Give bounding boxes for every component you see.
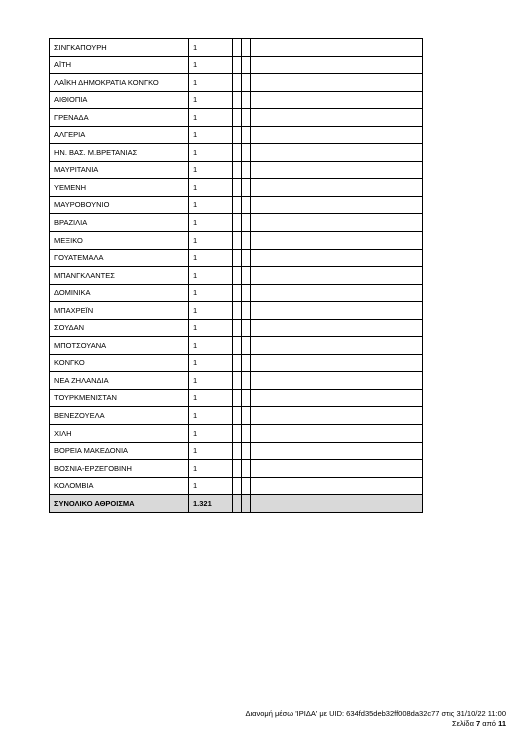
empty-cell	[242, 144, 251, 162]
country-cell: ΝΕΑ ΖΗΛΑΝΔΙΑ	[50, 372, 189, 390]
country-cell: ΛΑΪΚΗ ΔΗΜΟΚΡΑΤΙΑ ΚΟΝΓΚΟ	[50, 74, 189, 92]
empty-cell	[251, 337, 423, 355]
countries-table	[49, 38, 423, 513]
count-cell: 1	[189, 126, 233, 144]
empty-cell	[242, 337, 251, 355]
table-row	[50, 372, 423, 390]
table-row	[50, 389, 423, 407]
table-row	[50, 425, 423, 443]
empty-cell	[251, 232, 423, 250]
empty-cell	[233, 196, 242, 214]
empty-cell	[233, 389, 242, 407]
table-row	[50, 354, 423, 372]
count-cell: 1	[189, 249, 233, 267]
empty-cell	[242, 179, 251, 197]
table-row	[50, 56, 423, 74]
count-cell: 1	[189, 319, 233, 337]
empty-cell	[251, 91, 423, 109]
empty-cell	[251, 495, 423, 513]
table-row	[50, 91, 423, 109]
table-row	[50, 109, 423, 127]
country-cell: ΑΙΘΙΟΠΙΑ	[50, 91, 189, 109]
count-cell: 1	[189, 477, 233, 495]
empty-cell	[233, 372, 242, 390]
table-row	[50, 196, 423, 214]
empty-cell	[251, 74, 423, 92]
empty-cell	[242, 477, 251, 495]
empty-cell	[251, 442, 423, 460]
table-row	[50, 267, 423, 285]
empty-cell	[251, 267, 423, 285]
country-cell: ΔΟΜΙΝΙΚΑ	[50, 284, 189, 302]
empty-cell	[233, 425, 242, 443]
count-cell: 1	[189, 91, 233, 109]
count-cell: 1	[189, 337, 233, 355]
page-footer	[245, 709, 506, 729]
empty-cell	[251, 109, 423, 127]
empty-cell	[242, 196, 251, 214]
empty-cell	[242, 284, 251, 302]
empty-cell	[233, 495, 242, 513]
empty-cell	[242, 232, 251, 250]
table-row	[50, 460, 423, 478]
total-count-cell: 1.321	[189, 495, 233, 513]
empty-cell	[233, 284, 242, 302]
empty-cell	[233, 74, 242, 92]
empty-cell	[242, 354, 251, 372]
empty-cell	[251, 39, 423, 57]
table-row	[50, 249, 423, 267]
table-row	[50, 319, 423, 337]
count-cell: 1	[189, 407, 233, 425]
country-cell: ΧΙΛΗ	[50, 425, 189, 443]
country-cell: ΓΟΥΑΤΕΜΑΛΑ	[50, 249, 189, 267]
current-page: 7	[476, 719, 481, 728]
empty-cell	[233, 232, 242, 250]
country-cell: ΑΪΤΗ	[50, 56, 189, 74]
count-cell: 1	[189, 354, 233, 372]
empty-cell	[242, 372, 251, 390]
empty-cell	[242, 267, 251, 285]
empty-cell	[233, 407, 242, 425]
empty-cell	[233, 109, 242, 127]
count-cell: 1	[189, 39, 233, 57]
empty-cell	[242, 319, 251, 337]
empty-cell	[242, 302, 251, 320]
country-cell: ΒΡΑΖΙΛΙΑ	[50, 214, 189, 232]
empty-cell	[251, 56, 423, 74]
count-cell: 1	[189, 109, 233, 127]
empty-cell	[251, 460, 423, 478]
empty-cell	[233, 179, 242, 197]
table-row	[50, 232, 423, 250]
empty-cell	[251, 179, 423, 197]
empty-cell	[242, 442, 251, 460]
table-row	[50, 179, 423, 197]
page-number: Σελίδα 7 από 11	[452, 719, 506, 728]
empty-cell	[251, 319, 423, 337]
country-cell: ΜΕΞΙΚΟ	[50, 232, 189, 250]
country-cell: ΓΡΕΝΑΔΑ	[50, 109, 189, 127]
count-cell: 1	[189, 196, 233, 214]
country-cell: ΚΟΛΟΜΒΙΑ	[50, 477, 189, 495]
count-cell: 1	[189, 442, 233, 460]
empty-cell	[233, 442, 242, 460]
count-cell: 1	[189, 161, 233, 179]
empty-cell	[242, 161, 251, 179]
empty-cell	[251, 372, 423, 390]
empty-cell	[242, 249, 251, 267]
empty-cell	[242, 56, 251, 74]
empty-cell	[233, 460, 242, 478]
empty-cell	[233, 39, 242, 57]
empty-cell	[251, 407, 423, 425]
country-cell: ΜΠΑΧΡΕΪΝ	[50, 302, 189, 320]
count-cell: 1	[189, 74, 233, 92]
table-row	[50, 126, 423, 144]
empty-cell	[251, 425, 423, 443]
empty-cell	[251, 214, 423, 232]
country-cell: ΤΟΥΡΚΜΕΝΙΣΤΑΝ	[50, 389, 189, 407]
empty-cell	[251, 354, 423, 372]
empty-cell	[233, 337, 242, 355]
country-cell: ΒΕΝΕΖΟΥΕΛΑ	[50, 407, 189, 425]
country-cell: ΒΟΡΕΙΑ ΜΑΚΕΔΟΝΙΑ	[50, 442, 189, 460]
empty-cell	[233, 161, 242, 179]
empty-cell	[251, 161, 423, 179]
table-row	[50, 337, 423, 355]
count-cell: 1	[189, 389, 233, 407]
empty-cell	[242, 214, 251, 232]
count-cell: 1	[189, 144, 233, 162]
empty-cell	[242, 407, 251, 425]
empty-cell	[242, 389, 251, 407]
table-row	[50, 161, 423, 179]
table-row	[50, 302, 423, 320]
count-cell: 1	[189, 179, 233, 197]
empty-cell	[233, 477, 242, 495]
country-cell: ΜΑΥΡΟΒΟΥΝΙΟ	[50, 196, 189, 214]
country-cell: ΚΟΝΓΚΟ	[50, 354, 189, 372]
empty-cell	[233, 144, 242, 162]
empty-cell	[242, 126, 251, 144]
count-cell: 1	[189, 267, 233, 285]
count-cell: 1	[189, 372, 233, 390]
empty-cell	[233, 267, 242, 285]
country-cell: ΜΠΟΤΣΟΥΑΝΑ	[50, 337, 189, 355]
table-row	[50, 214, 423, 232]
empty-cell	[242, 91, 251, 109]
empty-cell	[251, 284, 423, 302]
empty-cell	[251, 249, 423, 267]
table-row	[50, 74, 423, 92]
empty-cell	[242, 74, 251, 92]
country-cell: ΣΟΥΔΑΝ	[50, 319, 189, 337]
table-row	[50, 477, 423, 495]
country-cell: ΥΕΜΕΝΗ	[50, 179, 189, 197]
table-row	[50, 144, 423, 162]
empty-cell	[233, 126, 242, 144]
countries-table-body	[50, 39, 423, 513]
country-cell: ΜΠΑΝΓΚΛΑΝΤΕΣ	[50, 267, 189, 285]
country-cell: ΒΟΣΝΙΑ-ΕΡΖΕΓΟΒΙΝΗ	[50, 460, 189, 478]
empty-cell	[233, 56, 242, 74]
table-row	[50, 442, 423, 460]
empty-cell	[242, 495, 251, 513]
country-cell: ΜΑΥΡΙΤΑΝΙΑ	[50, 161, 189, 179]
total-label-cell: ΣΥΝΟΛΙΚΟ ΑΘΡΟΙΣΜΑ	[50, 495, 189, 513]
empty-cell	[233, 354, 242, 372]
empty-cell	[233, 214, 242, 232]
table-row	[50, 284, 423, 302]
count-cell: 1	[189, 56, 233, 74]
empty-cell	[242, 39, 251, 57]
count-cell: 1	[189, 214, 233, 232]
total-row	[50, 495, 423, 513]
empty-cell	[251, 302, 423, 320]
empty-cell	[251, 477, 423, 495]
table-row	[50, 39, 423, 57]
country-cell: ΑΛΓΕΡΙΑ	[50, 126, 189, 144]
empty-cell	[251, 389, 423, 407]
empty-cell	[251, 126, 423, 144]
empty-cell	[242, 460, 251, 478]
empty-cell	[233, 91, 242, 109]
empty-cell	[242, 109, 251, 127]
count-cell: 1	[189, 284, 233, 302]
empty-cell	[233, 302, 242, 320]
table-row	[50, 407, 423, 425]
empty-cell	[251, 144, 423, 162]
country-cell: ΗΝ. ΒΑΣ. Μ.ΒΡΕΤΑΝΙΑΣ	[50, 144, 189, 162]
count-cell: 1	[189, 302, 233, 320]
distribution-note: Διανομή μέσω 'ΙΡΙΔΑ' με UID: 634fd35deb32ff008da32c77 στις 31/10/22 11:00	[245, 709, 506, 718]
empty-cell	[233, 319, 242, 337]
empty-cell	[233, 249, 242, 267]
total-pages: 11	[498, 719, 506, 728]
count-cell: 1	[189, 460, 233, 478]
empty-cell	[251, 196, 423, 214]
country-cell: ΣΙΝΓΚΑΠΟΥΡΗ	[50, 39, 189, 57]
count-cell: 1	[189, 232, 233, 250]
count-cell: 1	[189, 425, 233, 443]
empty-cell	[242, 425, 251, 443]
